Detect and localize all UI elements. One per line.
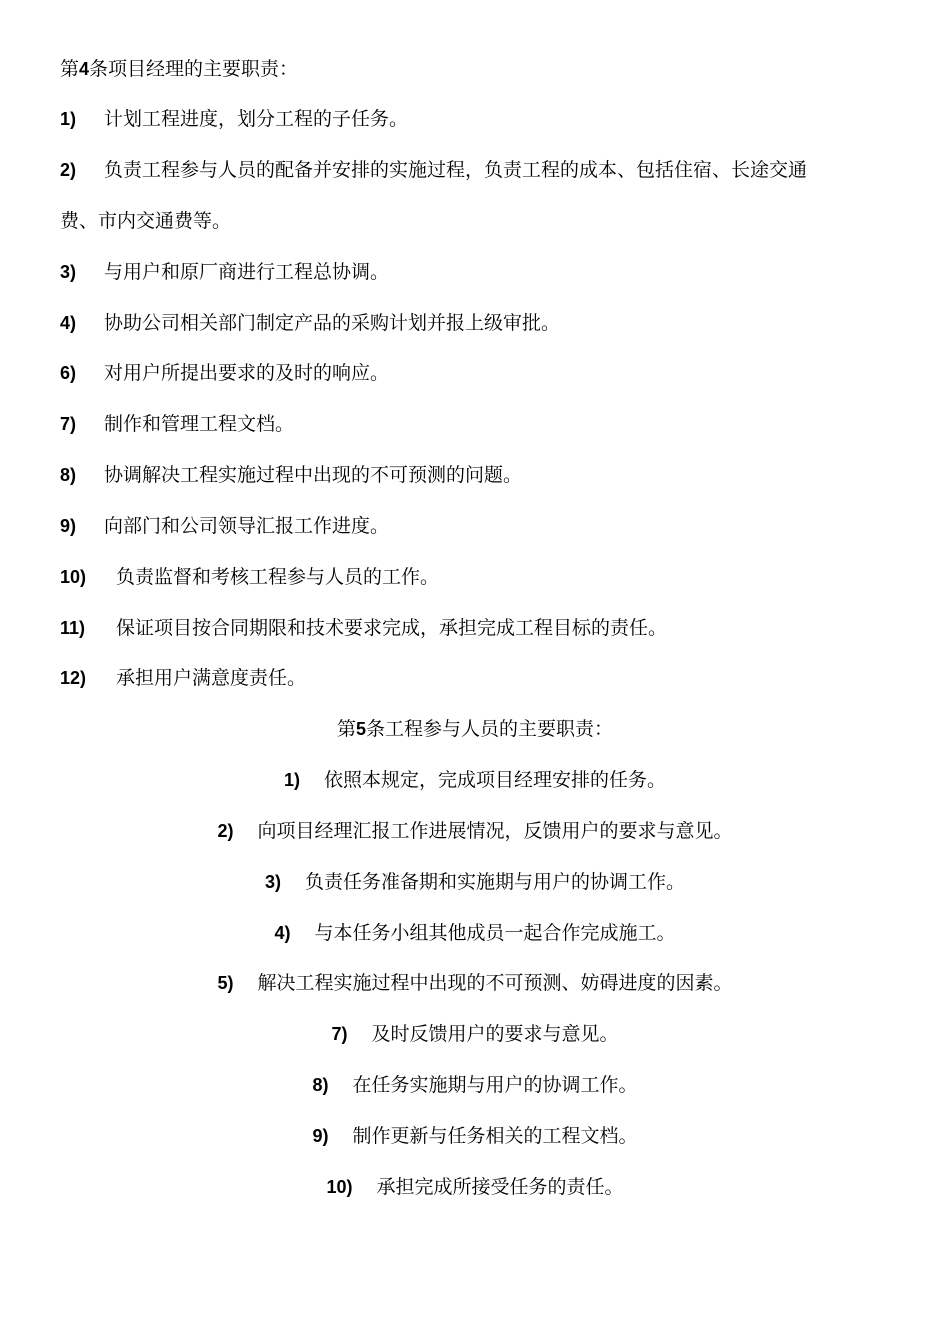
section-5-title bbox=[0, 716, 950, 742]
item-number: 1) bbox=[60, 109, 77, 129]
list-item bbox=[60, 157, 807, 183]
item-number: 11) bbox=[60, 618, 86, 638]
list-item bbox=[60, 360, 389, 386]
list-item-continuation bbox=[60, 208, 231, 234]
item-number: 2) bbox=[217, 821, 234, 841]
section-5-number: 5 bbox=[355, 719, 366, 739]
item-number: 10) bbox=[326, 1177, 353, 1197]
list-item bbox=[0, 1021, 950, 1047]
item-text: 向部门和公司领导汇报工作进度。 bbox=[104, 515, 390, 537]
item-text: 负责工程参与人员的配备并安排的实施过程，负责工程的成本、包括住宿、长途交通 bbox=[104, 159, 808, 181]
list-item bbox=[60, 259, 389, 285]
item-number: 6) bbox=[60, 363, 77, 383]
list-item bbox=[0, 767, 950, 793]
item-number: 12) bbox=[60, 668, 87, 688]
list-item bbox=[0, 920, 950, 946]
section-5-title-text: 条工程参与人员的主要职责： bbox=[366, 718, 614, 740]
item-text: 费、市内交通费等。 bbox=[60, 210, 232, 232]
list-item bbox=[60, 564, 439, 590]
list-item bbox=[60, 615, 667, 641]
item-text: 制作和管理工程文档。 bbox=[104, 413, 295, 435]
item-number: 2) bbox=[60, 160, 77, 180]
item-text: 在任务实施期与用户的协调工作。 bbox=[352, 1074, 638, 1096]
item-number: 7) bbox=[60, 414, 77, 434]
item-text: 解决工程实施过程中出现的不可预测、妨碍进度的因素。 bbox=[257, 972, 733, 994]
item-text: 制作更新与任务相关的工程文档。 bbox=[352, 1125, 638, 1147]
item-number: 8) bbox=[60, 465, 77, 485]
item-number: 5) bbox=[217, 973, 234, 993]
item-number: 10) bbox=[60, 567, 87, 587]
list-item bbox=[60, 462, 522, 488]
list-item bbox=[0, 1072, 950, 1098]
list-item bbox=[0, 1174, 950, 1200]
item-number: 1) bbox=[283, 770, 300, 790]
item-text: 协调解决工程实施过程中出现的不可预测的问题。 bbox=[104, 464, 523, 486]
list-item bbox=[60, 106, 408, 132]
list-item bbox=[60, 411, 294, 437]
item-number: 7) bbox=[331, 1024, 348, 1044]
item-text: 负责任务准备期和实施期与用户的协调工作。 bbox=[305, 871, 686, 893]
item-text: 及时反馈用户的要求与意见。 bbox=[371, 1023, 619, 1045]
item-text: 保证项目按合同期限和技术要求完成，承担完成工程目标的责任。 bbox=[116, 617, 668, 639]
list-item bbox=[60, 665, 306, 691]
list-item bbox=[0, 1123, 950, 1149]
item-number: 3) bbox=[60, 262, 77, 282]
item-number: 4) bbox=[274, 923, 291, 943]
item-number: 3) bbox=[264, 872, 281, 892]
item-number: 4) bbox=[60, 313, 77, 333]
item-number: 9) bbox=[60, 516, 77, 536]
item-text: 对用户所提出要求的及时的响应。 bbox=[104, 362, 390, 384]
item-text: 承担完成所接受任务的责任。 bbox=[376, 1176, 624, 1198]
item-number: 9) bbox=[312, 1126, 329, 1146]
section-4-title bbox=[60, 56, 298, 82]
item-text: 负责监督和考核工程参与人员的工作。 bbox=[116, 566, 440, 588]
item-text: 协助公司相关部门制定产品的采购计划并报上级审批。 bbox=[104, 312, 561, 334]
item-number: 8) bbox=[312, 1075, 329, 1095]
item-text: 计划工程进度，划分工程的子任务。 bbox=[104, 108, 409, 130]
list-item bbox=[60, 310, 560, 336]
section-4-number: 4 bbox=[79, 59, 90, 79]
item-text: 与本任务小组其他成员一起合作完成施工。 bbox=[314, 922, 676, 944]
item-text: 向项目经理汇报工作进展情况，反馈用户的要求与意见。 bbox=[257, 820, 733, 842]
list-item bbox=[60, 513, 389, 539]
list-item bbox=[0, 970, 950, 996]
section-4-title-prefix: 第 bbox=[60, 58, 80, 80]
item-text: 承担用户满意度责任。 bbox=[116, 667, 307, 689]
item-text: 与用户和原厂商进行工程总协调。 bbox=[104, 261, 390, 283]
item-text: 依照本规定，完成项目经理安排的任务。 bbox=[324, 769, 667, 791]
list-item bbox=[0, 818, 950, 844]
section-4-title-text: 条项目经理的主要职责： bbox=[89, 58, 299, 80]
list-item bbox=[0, 869, 950, 895]
section-5-title-prefix: 第 bbox=[336, 718, 356, 740]
